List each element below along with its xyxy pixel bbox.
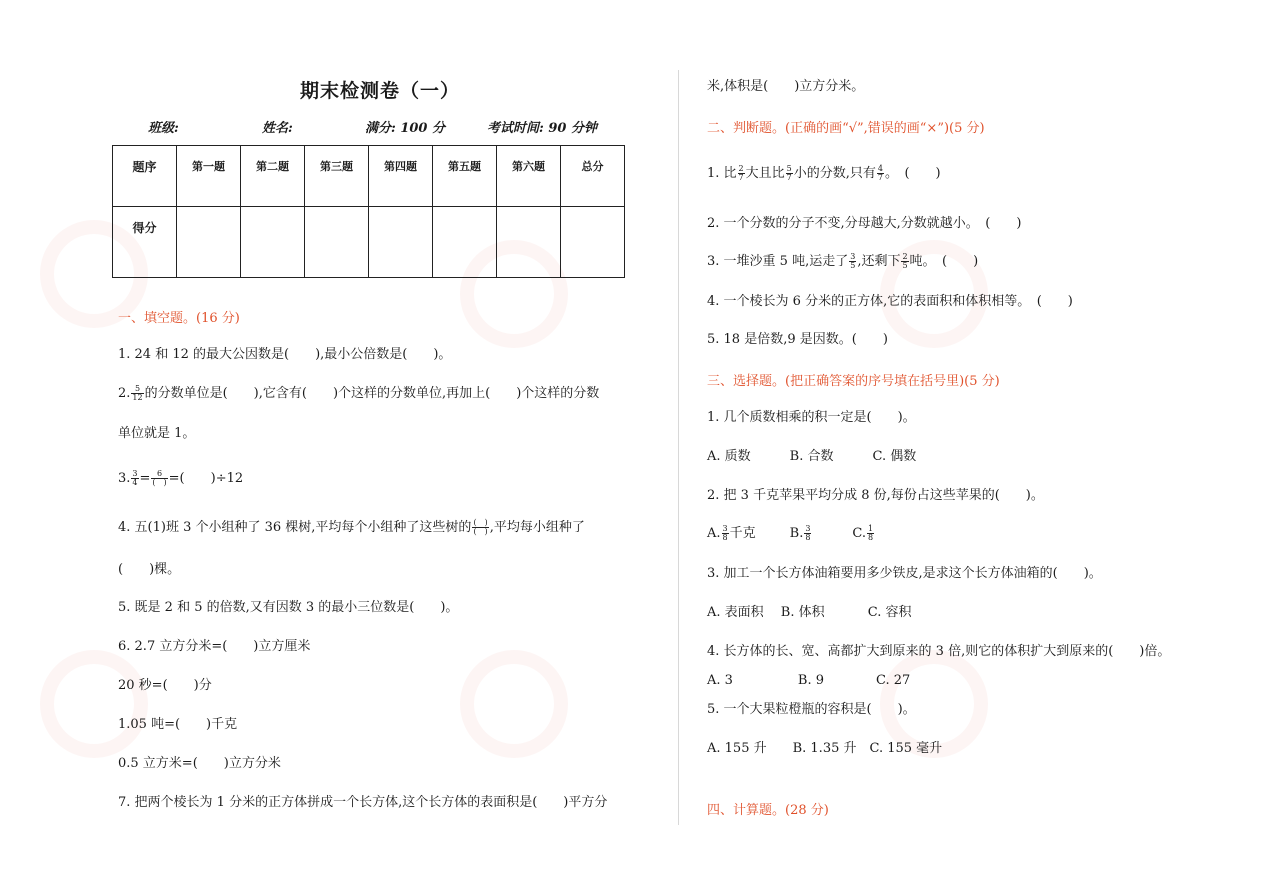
question-6d: 0.5 立方米=( )立方分米 <box>118 756 281 771</box>
question-2 <box>118 385 599 403</box>
fraction: $\frac{3}{8}$ <box>805 524 811 542</box>
fraction: $\frac{5}{7}$ <box>786 164 792 182</box>
judge-1: 1. 比 $\frac{2}{7}$ 大且比 $\frac{5}{7}$ 小的分数,只有 $\frac{4}{7}$ 。 ( ) <box>707 164 941 182</box>
question-3: 3. $\frac{3}{4}$ = $\frac{6}{( )}$ =( )÷12 <box>118 469 244 487</box>
choice-4: 4. 长方体的长、宽、高都扩大到原来的 3 倍,则它的体积扩大到原来的( )倍。 <box>707 644 1171 659</box>
table-header-cell: 第三题 <box>305 146 369 207</box>
name-label: 姓名: <box>262 121 293 136</box>
fraction: $\frac{6}{( )}$ <box>152 469 167 487</box>
fraction: $\frac{3}{5}$ <box>850 252 856 270</box>
class-label: 班级: <box>148 121 179 136</box>
score-cell[interactable] <box>305 207 369 278</box>
question-4-continued: ( )棵。 <box>118 562 181 577</box>
question-number: 3. <box>118 471 131 486</box>
score-cell[interactable] <box>561 207 625 278</box>
fraction: $\frac{1}{8}$ <box>868 524 874 542</box>
question-6b: 20 秒=( )分 <box>118 678 212 693</box>
table-header-cell: 第一题 <box>177 146 241 207</box>
column-divider <box>678 70 679 825</box>
question-7: 7. 把两个棱长为 1 分米的正方体拼成一个长方体,这个长方体的表面积是( )平方分 <box>118 795 608 810</box>
page-title: 期末检测卷（一） <box>300 80 461 102</box>
question-5: 5. 既是 2 和 5 的倍数,又有因数 3 的最小三位数是( )。 <box>118 600 459 615</box>
score-cell[interactable] <box>241 207 305 278</box>
question-4: 4. 五(1)班 3 个小组种了 36 棵树,平均每个小组种了这些树的 $\frac{( )}{( )}$ ,平均每小组种了 <box>118 518 585 536</box>
fraction: $\frac{4}{7}$ <box>877 164 883 182</box>
choice-1: 1. 几个质数相乘的积一定是( )。 <box>707 410 916 425</box>
question-number: 2. <box>118 386 131 401</box>
choice-5: 5. 一个大果粒橙瓶的容积是( )。 <box>707 702 916 717</box>
question-text: =( )÷12 <box>168 471 244 486</box>
score-cell[interactable] <box>433 207 497 278</box>
fraction: $\frac{2}{5}$ <box>902 252 908 270</box>
fraction: $\frac{( )}{( )}$ <box>473 518 488 536</box>
score-cell[interactable] <box>369 207 433 278</box>
choice-2-options: A. $\frac{3}{8}$ 千克 B. $\frac{3}{8}$ C. $\frac{1}{8}$ <box>707 524 874 542</box>
judge-3: 3. 一堆沙重 5 吨,运走了 $\frac{3}{5}$ ,还剩下 $\frac{2}{5}$ 吨。 ( ) <box>707 252 979 270</box>
table-header-cell: 题序 <box>113 146 177 207</box>
choice-1-options: A. 质数 B. 合数 C. 偶数 <box>707 449 917 464</box>
full-score: 满分: 100 分 <box>365 121 445 136</box>
question-6c: 1.05 吨=( )千克 <box>118 717 238 732</box>
table-header-cell: 第五题 <box>433 146 497 207</box>
table-header-cell: 第六题 <box>497 146 561 207</box>
question-text: 4. 五(1)班 3 个小组种了 36 棵树,平均每个小组种了这些树的 <box>118 520 472 535</box>
section-heading-choice: 三、选择题。(把正确答案的序号填在括号里)(5 分) <box>707 374 1000 389</box>
section-heading-true-false: 二、判断题。(正确的画“√”,错误的画“×”)(5 分) <box>707 121 985 136</box>
choice-4-options: A. 3 B. 9 C. 27 <box>707 673 911 688</box>
choice-3-options: A. 表面积 B. 体积 C. 容积 <box>707 605 912 620</box>
fraction: $\frac{2}{7}$ <box>738 164 744 182</box>
score-cell[interactable] <box>177 207 241 278</box>
section-heading-calculation: 四、计算题。(28 分) <box>707 803 829 818</box>
fraction: $\frac{3}{4}$ <box>132 469 138 487</box>
watermark <box>438 628 591 781</box>
choice-3: 3. 加工一个长方体油箱要用多少铁皮,是求这个长方体油箱的( )。 <box>707 566 1102 581</box>
table-header-cell: 第四题 <box>369 146 433 207</box>
table-header-cell: 总分 <box>561 146 625 207</box>
exam-time: 考试时间: 90 分钟 <box>487 121 597 136</box>
score-cell[interactable] <box>497 207 561 278</box>
section-heading-fill-blank: 一、填空题。(16 分) <box>118 311 240 326</box>
question-text: 的分数单位是( ),它含有( )个这样的分数单位,再加上( )个这样的分数 <box>144 386 600 401</box>
row-label-score: 得分 <box>113 207 177 278</box>
fraction: $\frac{3}{8}$ <box>722 524 728 542</box>
question-2-continued: 单位就是 1。 <box>118 426 196 441</box>
judge-2: 2. 一个分数的分子不变,分母越大,分数就越小。 ( ) <box>707 216 1022 231</box>
judge-4: 4. 一个棱长为 6 分米的正方体,它的表面积和体积相等。 ( ) <box>707 294 1073 309</box>
choice-5-options: A. 155 升 B. 1.35 升 C. 155 毫升 <box>707 741 943 756</box>
score-table <box>112 145 625 278</box>
judge-5: 5. 18 是倍数,9 是因数。( ) <box>707 332 888 347</box>
table-header-cell: 第二题 <box>241 146 305 207</box>
question-7-continued: 米,体积是( )立方分米。 <box>707 79 865 94</box>
choice-2: 2. 把 3 千克苹果平均分成 8 份,每份占这些苹果的( )。 <box>707 488 1044 503</box>
question-6a: 6. 2.7 立方分米=( )立方厘米 <box>118 639 311 654</box>
fraction: $\frac{5}{12}$ <box>132 384 143 402</box>
question-1: 1. 24 和 12 的最大公因数是( ),最小公倍数是( )。 <box>118 347 452 362</box>
